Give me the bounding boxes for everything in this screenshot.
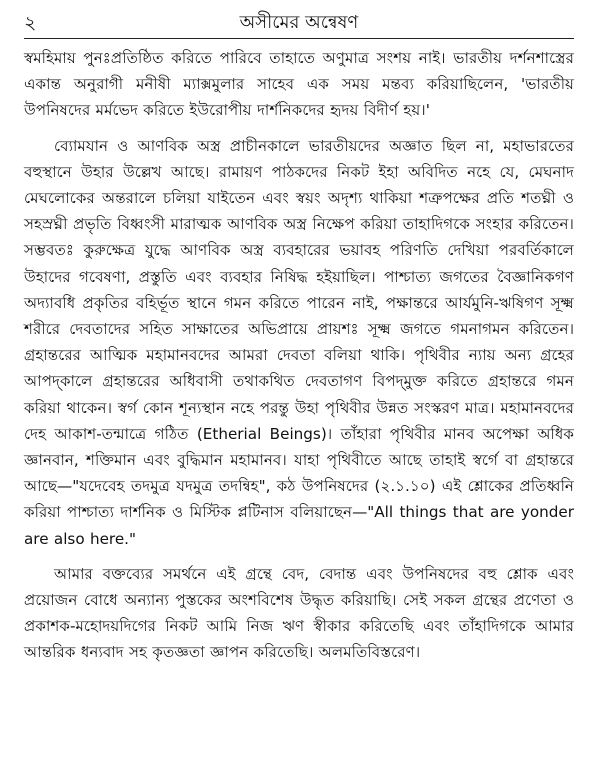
page-header [24, 8, 574, 39]
paragraph-continuation: স্বমহিমায় পুনঃপ্রতিষ্ঠিত করিতে পারিবে তাহাতে অণুমাত্র সংশয় নাই। ভারতীয় দর্শনশাস্ত্রের একান্ত অনুরাগী মনীষী ম্যাক্সমুলার সাহেব এক সময় মন্তব্য করিয়াছিলেন, 'ভারতীয় উপনিষদের মর্মভেদ করিতে ইউরোপীয় দার্শনিকদের হৃদয় বিদীর্ণ হয়।' [24, 49, 574, 120]
page-number: ২ [24, 12, 37, 34]
paragraph-acknowledgement: আমার বক্তব্যের সমর্থনে এই গ্রন্থে বেদ, বেদান্ত এবং উপনিষদের বহু শ্লোক এবং প্রয়োজন বোধে অন্যান্য পুস্তকের অংশবিশেষ উদ্ধৃত করিয়াছি। সেই সকল গ্রন্থের প্রণেতা ও প্রকাশক-মহোদয়দিগের নিকট আমি নিজ ঋণ স্বীকার করিতেছি এবং তাঁহাদিগকে আমার আন্তরিক ধন্যবাদ সহ কৃতজ্ঞতা জ্ঞাপন করিতেছি। অলমতিবিস্তরেণ। [24, 564, 574, 662]
paragraph-weapons-and-realms: ব্যোমযান ও আণবিক অস্ত্র প্রাচীনকালে ভারতীয়দের অজ্ঞাত ছিল না, মহাভারতের বহুস্থানে উহার উল্লেখ আছে। রামায়ণ পাঠকদের নিকট ইহা অবিদিত নহে যে, মেঘনাদ মেঘলোকের অন্তরালে চলিয়া যাইতেন এবং স্বয়ং অদৃশ্য থাকিয়া শত্রুপক্ষের প্রতি শতঘ্নী ও সহস্রঘ্নী প্রভৃতি বিধ্বংসী মারাত্মক আণবিক অস্ত্র নিক্ষেপ করিয়া তাহাদিগকে সংহার করিতেন। সম্ভবতঃ কুরুক্ষেত্র যুদ্ধে আণবিক অস্ত্র ব্যবহারের ভয়াবহ পরিণতি দেখিয়া পরবর্তিকালে উহাদের গবেষণা, প্রস্তুতি এবং ব্যবহার নিষিদ্ধ হইয়াছিল। পাশ্চাত্য জগতের বৈজ্ঞানিকগণ অদ্যাবধি প্রকৃতির বহির্ভূত স্থানে গমন করিতে পারেন নাই, পক্ষান্তরে আর্যমুনি-ঋষিগণ সূক্ষ্ম শরীরে দেবতাদের সহিত সাক্ষাতের অভিপ্রায়ে প্রায়শঃ সূক্ষ্ম জগতে গমনাগমন করিতেন। গ্রহান্তরের আত্মিক মহামানবদের আমরা দেবতা বলিয়া থাকি। পৃথিবীর ন্যায় অন্য গ্রহের আপদ্‌কালে গ্রহান্তরের অধিবাসী তথাকথিত দেবতাগণ বিপদ্‌মুক্ত করিতে গ্রহান্তরে গমন করিয়া থাকেন। স্বর্গ কোন শূন্যস্থান নহে পরন্তু উহা পৃথিবীর উন্নত সংস্করণ মাত্র। মহামানবদের দেহ আকাশ-তন্মাত্রে গঠিত (Etherial Beings)। তাঁহারা পৃথিবীর মানব অপেক্ষা অধিক জ্ঞানবান, শক্তিমান এবং বুদ্ধিমান মহামানব। যাহা পৃথিবীতে আছে তাহাই স্বর্গে বা গ্রহান্তরে আছে—"যদেবেহ তদমুত্র যদমুত্র তদন্বিহ", কঠ উপনিষদের (২.১.১০) এই শ্লোকের প্রতিধ্বনি করিয়া পাশ্চাত্য দার্শনিক ও মিস্টিক প্লটিনাস বলিয়াছেন—"All things that are yonder are also here." [24, 136, 574, 548]
running-title: অসীমের অন্বেষণ [239, 12, 359, 33]
